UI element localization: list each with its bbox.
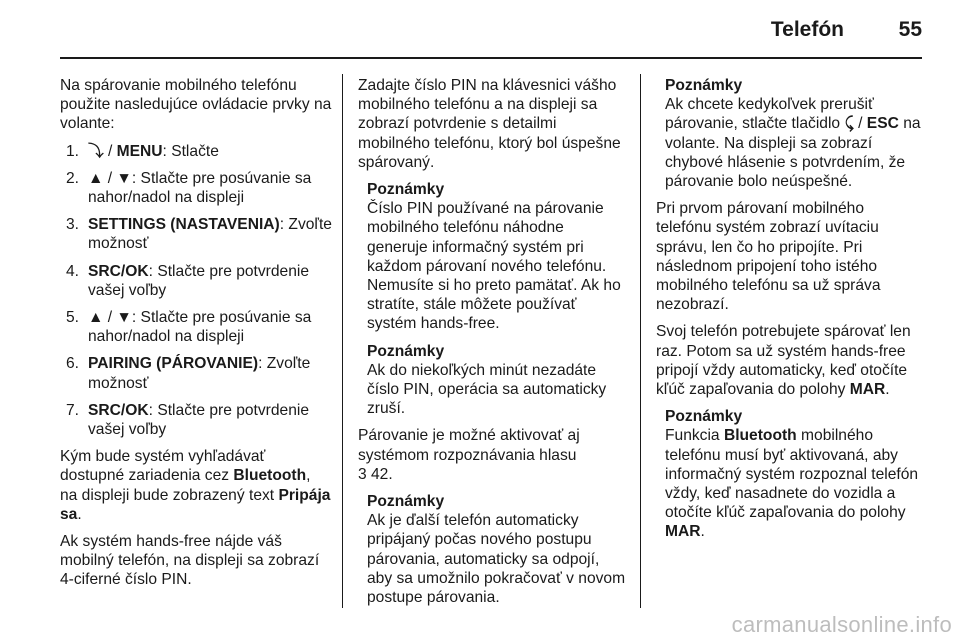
pin-entry-paragraph: Zadajte číslo PIN na klávesnici vášho mobilného telefónu a na displeji sa zobrazí potvrdenie s detailmi mobilného telefónu, ktorý bol úspešne spárovaný. (358, 77, 621, 171)
list-item (60, 308, 332, 346)
search-text-end: . (77, 505, 82, 523)
step-key: ▲ / ▼ (88, 169, 132, 187)
bluetooth-term: Bluetooth (233, 467, 307, 485)
esc-key: ESC (866, 115, 899, 133)
step-key: MENU (116, 142, 163, 160)
step-text: : Zvoľte možnosť (88, 216, 332, 253)
step-number: 5. (66, 309, 80, 327)
step-key: SRC/OK (88, 401, 149, 419)
step-number: 3. (66, 216, 80, 234)
column-divider (640, 74, 641, 608)
intro-paragraph: Na spárovanie mobilného telefónu použite nasledujúce ovládacie prvky na volante: (60, 77, 332, 133)
note-text: Číslo PIN používané na párovanie mobilného telefónu náhodne generuje informačný systém pri každom párovaní nového telefónu. Nemusíte si ho preto pamätať. Ak ho stratíte, stále môžete používať systém hands-free. (367, 200, 621, 333)
column-divider (342, 74, 343, 608)
note-block (367, 180, 628, 334)
step-number: 2. (66, 169, 80, 187)
note-text-pre: Ak chcete kedykoľvek prerušiť párovanie, stlačte tlačidlo (665, 96, 874, 133)
call-icon: ⤵ (88, 142, 104, 160)
first-pairing-paragraph: Pri prvom párovaní mobilného telefónu systém zobrazí uvítaciu správu, len čo ho pripojíte. Pri následnom pripojení toho istého mobilného telefónu sa už správa nezobrazí. (656, 200, 881, 314)
pairing-steps (60, 142, 332, 440)
note-text (665, 95, 922, 191)
list-item (60, 354, 332, 392)
step-key: PAIRING (PÁROVANIE) (88, 355, 259, 373)
step-separator: / (103, 142, 117, 160)
note-block (665, 76, 922, 191)
pin-paragraph: Ak systém hands-free nájde váš mobilný telefón, na displeji sa zobrazí 4-ciferné číslo PIN. (60, 533, 320, 589)
search-text-mid: , na displeji bude zobrazený text (60, 467, 311, 504)
step-text: : Stlačte pre posúvanie sa nahor/nadol na displeji (88, 169, 312, 207)
mar-term: MAR (665, 523, 701, 541)
note-block (367, 342, 628, 419)
bluetooth-term: Bluetooth (723, 427, 797, 445)
step-key: ▲ / ▼ (88, 309, 132, 327)
header-divider (60, 57, 922, 59)
note-title: Poznámky (367, 342, 445, 360)
step-key: SETTINGS (NASTAVENIA) (88, 216, 280, 234)
list-item (60, 142, 332, 161)
mar-term: MAR (849, 381, 886, 399)
note-text: Ak je ďalší telefón automaticky pripájaný počas nového postupu párovania, automaticky sa odpojí, aby sa umožnilo pokračovať v novom postupe párovania. (367, 512, 626, 607)
step-text: : Stlačte (162, 142, 219, 160)
note-text: Ak do niekoľkých minút nezadáte číslo PIN, operácia sa automaticky zruší. (367, 361, 607, 418)
note-title: Poznámky (665, 77, 743, 94)
voice-text: Párovanie je možné aktivovať aj systémom rozpoznávania hlasu (358, 427, 580, 464)
voice-paragraph (358, 426, 628, 484)
column-2 (358, 76, 628, 615)
note-title: Poznámky (665, 408, 743, 426)
note-title: Poznámky (367, 493, 445, 511)
step-key: SRC/OK (88, 262, 149, 280)
note-text-post: na volante. Na displeji sa zobrazí chybové hlásenie s potvrdením, že párovanie bolo neúspešné. (665, 115, 921, 191)
auto-connect-paragraph (656, 322, 922, 399)
note-text-end: . (700, 523, 705, 541)
step-text: : Stlačte pre posúvanie sa nahor/nadol na displeji (88, 309, 312, 346)
step-text: : Stlačte pre potvrdenie vašej voľby (88, 401, 310, 439)
page-reference: 3 42. (358, 465, 393, 483)
step-number: 7. (66, 401, 80, 419)
list-item (60, 401, 332, 439)
search-paragraph (60, 447, 332, 524)
list-item (60, 215, 332, 253)
step-text: : Zvoľte možnosť (88, 355, 311, 392)
note-text-pre: Funkcia (665, 427, 724, 445)
note-block (665, 407, 922, 541)
auto-text-end: . (885, 381, 890, 399)
column-3 (656, 76, 922, 550)
note-separator: / (853, 115, 867, 133)
page-title: Telefón (770, 18, 844, 41)
list-item (60, 262, 332, 300)
hangup-icon: ⤹ (844, 115, 854, 133)
column-1 (60, 76, 332, 598)
step-number: 6. (66, 355, 80, 373)
step-text: : Stlačte pre potvrdenie vašej voľby (88, 262, 310, 299)
note-block (367, 492, 628, 607)
note-text (665, 426, 922, 541)
step-number: 4. (66, 262, 80, 280)
step-number: 1. (66, 142, 80, 160)
note-text-mid: mobilného telefónu musí byť aktivovaná, aby informačný systém rozpoznal telefón vždy, keď nasadnete do vozidla a otočíte kľúč zapaľovania do polohy (665, 427, 919, 522)
connecting-term: Pripája sa (60, 486, 331, 523)
watermark: carmanualsonline.info (731, 612, 952, 637)
auto-text: Svoj telefón potrebujete spárovať len raz. Potom sa už systém hands-free pripojí vždy automaticky, keď otočíte kľúč zapaľovania do polohy (656, 323, 911, 399)
list-item (60, 169, 332, 207)
page-number: 55 (898, 18, 922, 41)
search-text: Kým bude systém vyhľadávať dostupné zariadenia cez (60, 448, 266, 485)
note-title: Poznámky (367, 181, 445, 199)
